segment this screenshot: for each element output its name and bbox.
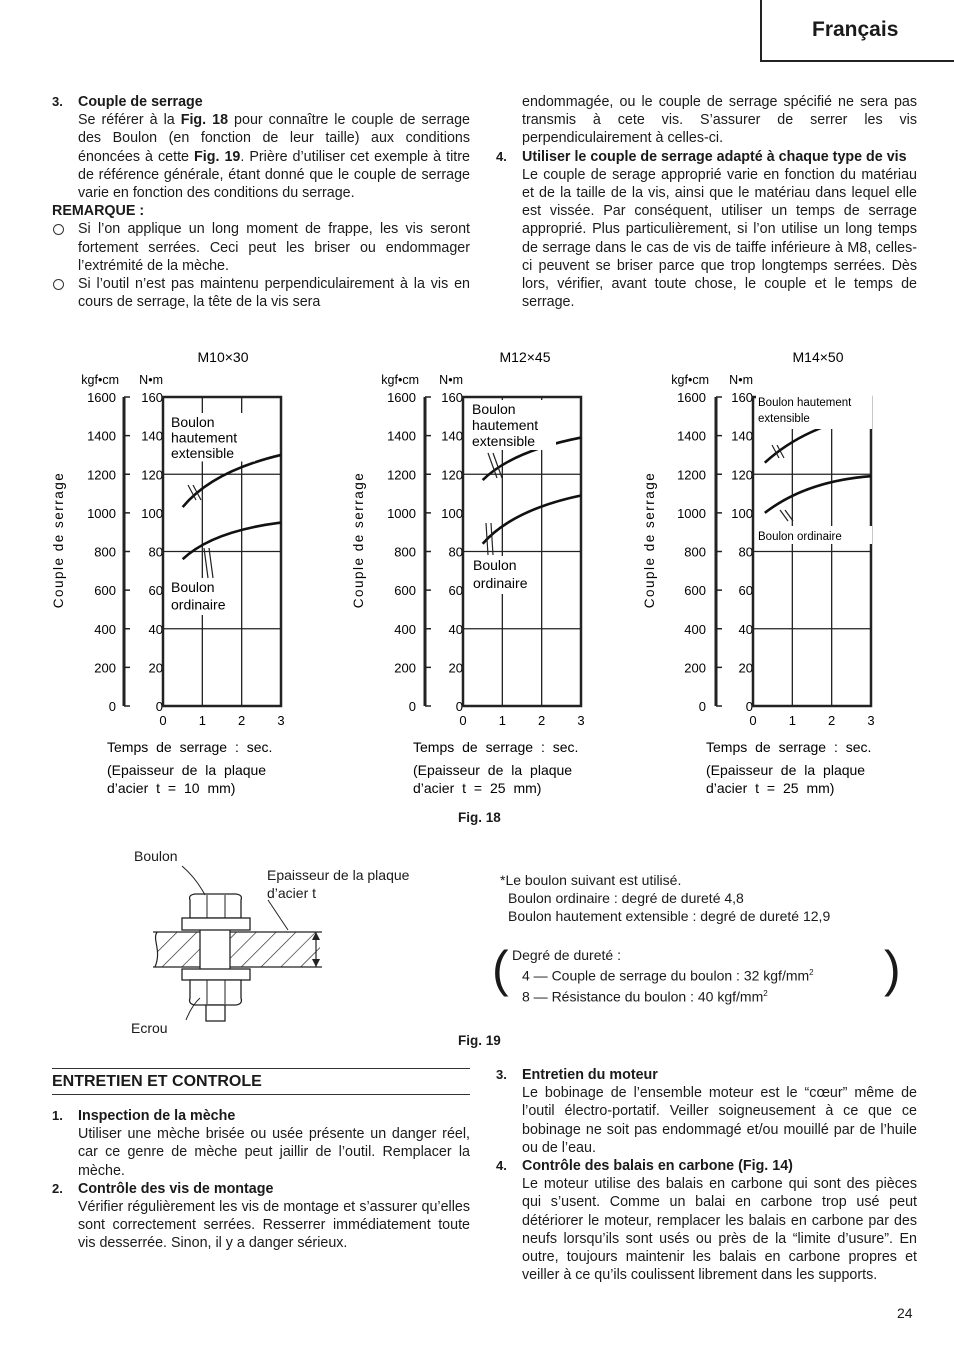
x-tick-label: 1	[498, 713, 506, 728]
nm-tick-label: 0	[455, 699, 463, 714]
section-couple-adapte: 4. Utiliser le couple de serrage adapté à chaque type de vis Le couple de serage approprié varie en fonction du matériau et de la taille de la vis, ainsi que le matériau dans lequel elle est vissée. Par conséquent, utiliser un temps de serrage approprié. Plus particulièrement, si l’on utilise un long temps de serrage dans le cas de vis de taiffe inférieure à M8, celles-ci peuvent se briser parce que trop longtemps serrées. Dès lors, vérifier, avant toute chose, le couple et le temps de serrage.	[496, 148, 917, 311]
nm-tick-label: 160	[731, 390, 753, 405]
kgf-tick-label: 1200	[387, 467, 416, 483]
nm-tick-label: 40	[148, 621, 163, 637]
section-title: Entretien du moteur	[522, 1067, 658, 1083]
hardness-title: Degré de dureté :	[512, 947, 621, 963]
series-label-high-tensile: Boulon hautement	[758, 397, 852, 409]
nm-tick-label: 80	[738, 544, 753, 560]
section-body: Le bobinage de l’ensemble moteur est le “cœur” même de l’outil électro-portatif. Veiller soigneusement à ce que ce bobinage ne soit pas endommagé et/ou mouillé par de l’huile ou de l’eau.	[522, 1085, 917, 1156]
language-tab	[760, 0, 954, 62]
language-label: Français	[812, 18, 899, 41]
leader-line	[209, 548, 213, 578]
nm-tick-label: 80	[148, 544, 163, 560]
note-high: Boulon hautement extensible : degré de dureté 12,9	[508, 908, 831, 924]
x-tick-label: 0	[159, 713, 167, 728]
kgf-tick-label: 1200	[87, 467, 116, 483]
nm-tick-label: 40	[448, 621, 463, 637]
kgf-tick-label: 400	[684, 621, 706, 637]
bolt-head	[190, 894, 242, 918]
series-label-ordinary: ordinaire	[473, 575, 528, 591]
curve-high-tensile	[183, 455, 281, 507]
kgf-tick-label: 800	[684, 544, 706, 560]
series-label-high-tensile: extensible	[171, 445, 235, 461]
nm-tick-label: 0	[745, 699, 753, 714]
fig19-caption: Fig. 19	[458, 1033, 501, 1048]
kgf-tick-label: 200	[394, 660, 416, 676]
y-axis-title: Couple de serrage	[351, 471, 366, 609]
nm-tick-label: 60	[148, 583, 163, 599]
chart-note: (Epaisseur de la plaque	[706, 762, 866, 778]
nm-tick-label: 100	[731, 505, 753, 521]
series-label-high-tensile: Boulon	[171, 414, 215, 430]
kgf-tick-label: 0	[408, 699, 416, 714]
bolt-tail	[206, 1005, 225, 1021]
section-title: Inspection de la mèche	[78, 1108, 236, 1124]
x-tick-label: 3	[277, 713, 285, 728]
nm-tick-label: 160	[441, 390, 463, 405]
chart-title: M10×30	[197, 349, 249, 365]
nm-tick-label: 120	[441, 467, 463, 483]
x-axis-title: Temps de serrage : sec.	[413, 739, 579, 755]
y-axis-title: Couple de serrage	[51, 471, 66, 609]
kgf-tick-label: 1400	[387, 428, 416, 444]
series-label-high-tensile: hautement	[472, 417, 539, 433]
hardness-box	[512, 946, 814, 1005]
x-tick-label: 0	[459, 713, 467, 728]
y-axis-title: Couple de serrage	[642, 471, 657, 609]
chart-title: M12×45	[499, 349, 551, 365]
kgf-tick-label: 1000	[87, 505, 116, 521]
curve-ordinary	[183, 523, 281, 560]
note-ordinary: Boulon ordinaire : degré de dureté 4,8	[508, 890, 744, 906]
x-tick-label: 1	[198, 713, 206, 728]
section-title: Contrôle des vis de montage	[78, 1180, 274, 1197]
kgf-tick-label: 600	[394, 583, 416, 599]
bolt-notes	[500, 871, 830, 925]
unit-nm-label: N•m	[439, 373, 463, 387]
x-tick-label: 3	[867, 713, 875, 728]
x-tick-label: 2	[828, 713, 836, 728]
unit-nm-label: N•m	[139, 373, 163, 387]
chart-note: (Epaisseur de la plaque	[107, 762, 267, 778]
nm-tick-label: 160	[141, 390, 163, 405]
kgf-tick-label: 800	[94, 544, 116, 560]
kgf-tick-label: 1600	[677, 390, 706, 405]
nm-tick-label: 60	[738, 583, 753, 599]
x-tick-label: 0	[749, 713, 757, 728]
series-label-ordinary: Boulon ordinaire	[758, 531, 842, 543]
note-intro: *Le boulon suivant est utilisé.	[500, 872, 682, 888]
nm-tick-label: 120	[731, 467, 753, 483]
section-balais-carbone: 4. Contrôle des balais en carbone (Fig. 14) Le moteur utilise des balais en carbone qui sont des pièces qui s’usent. Comme un balai en carbone trop usé peut détériorer le moteur, remplacer les balais en carbone par des neufs lorsqu’ils sont usés ou près de la “limite d’usure”. En outre, toujours maintenir les balais en carbone propres et veiller à ce qu’ils coulissent librement dans les supports.	[496, 1158, 917, 1284]
series-label-ordinary: Boulon	[171, 579, 215, 595]
nm-tick-label: 140	[141, 428, 163, 444]
section-title: Contrôle des balais en carbone (Fig. 14)	[522, 1158, 793, 1175]
thickness-label: Epaisseur de la plaque d’acier t	[267, 867, 410, 901]
series-label-high-tensile: extensible	[472, 433, 536, 449]
kgf-tick-label: 200	[684, 660, 706, 676]
washer-top	[182, 918, 250, 930]
kgf-tick-label: 200	[94, 660, 116, 676]
remark-item: Si l’on applique un long moment de frappe, les vis seront fortement serrées. Ceci peut les briser ou endommager l’extrémité de la mèche.	[52, 220, 470, 275]
remark-title: REMARQUE :	[52, 203, 145, 220]
kgf-tick-label: 600	[94, 583, 116, 599]
section-title: Utiliser le couple de serrage adapté à chaque type de vis	[522, 148, 907, 165]
fig18-charts	[0, 340, 954, 810]
nm-tick-label: 80	[448, 544, 463, 560]
kgf-tick-label: 400	[394, 621, 416, 637]
x-tick-label: 1	[788, 713, 796, 728]
left-bracket: (	[492, 941, 509, 997]
hardness-4: 4 — Couple de serrage du boulon : 32 kgf/$mm^2$	[522, 967, 814, 984]
kgf-tick-label: 1200	[677, 467, 706, 483]
series-label-high-tensile: extensible	[758, 413, 810, 425]
right-bracket: )	[884, 941, 901, 997]
maintenance-title: ENTRETIEN ET CONTROLE	[52, 1068, 470, 1095]
nm-tick-label: 20	[738, 660, 753, 676]
kgf-tick-label: 1000	[677, 505, 706, 521]
left-column-top	[52, 93, 470, 311]
remark-item: Si l’outil n’est pas maintenu perpendiculairement à la vis en cours de serrage, la tête de la vis sera	[52, 275, 470, 311]
x-axis-title: Temps de serrage : sec.	[706, 739, 872, 755]
kgf-tick-label: 0	[108, 699, 116, 714]
unit-kgf-label: kgf•cm	[381, 373, 419, 387]
kgf-tick-label: 600	[684, 583, 706, 599]
right-column-bottom	[496, 1066, 917, 1284]
nm-tick-label: 20	[448, 660, 463, 676]
section-vis-montage: 2. Contrôle des vis de montage Vérifier régulièrement les vis de montage et s’assurer qu’elles sont correctement serrées. Resserrer immédiatement toute vis desserrée. Sinon, il y a danger sérieux.	[52, 1180, 470, 1252]
left-column-bottom	[52, 1107, 470, 1253]
nm-tick-label: 0	[155, 699, 163, 714]
chart-note: d’acier t = 25 mm)	[413, 780, 542, 796]
x-tick-label: 2	[538, 713, 546, 728]
nm-tick-label: 20	[148, 660, 163, 676]
kgf-tick-label: 1000	[387, 505, 416, 521]
nm-tick-label: 60	[448, 583, 463, 599]
kgf-tick-label: 1400	[87, 428, 116, 444]
fig18-caption: Fig. 18	[458, 810, 501, 825]
leader-line	[204, 548, 208, 578]
chart-note: (Epaisseur de la plaque	[413, 762, 573, 778]
curve-ordinary	[765, 476, 871, 513]
section-inspection-meche: 1. Inspection de la mèche Utiliser une mèche brisée ou usée présente un danger réel, car ce genre de mèche peut jaillir de l’outil. Remplacer la mèche.	[52, 1108, 470, 1179]
kgf-tick-label: 1400	[677, 428, 706, 444]
chart-title: M14×50	[792, 349, 844, 365]
kgf-tick-label: 1600	[387, 390, 416, 405]
kgf-tick-label: 0	[698, 699, 706, 714]
section-body: Vérifier régulièrement les vis de montage et s’assurer qu’elles sont correctement serrées. Resserrer immédiatement toute vis desserrée. Sinon, il y a danger sérieux.	[78, 1199, 470, 1252]
bolt-label: Boulon	[134, 848, 178, 864]
section-entretien-moteur: 3. Entretien du moteur Le bobinage de l’ensemble moteur est le “cœur” même de l’outil électro-portatif. Veiller soigneusement à ce que ce bobinage ne soit pas endommagé et/ou mouillé par de l’huile ou de l’eau.	[496, 1067, 917, 1156]
kgf-tick-label: 800	[394, 544, 416, 560]
continued-text: endommagée, ou le couple de serrage spécifié ne sera pas transmis à cete vis. S’assurer de serrer les vis perpendiculairement à celles-ci.	[522, 94, 917, 147]
bullet-circle-icon	[53, 224, 64, 235]
leader-line	[491, 523, 493, 555]
kgf-tick-label: 1600	[87, 390, 116, 405]
page-number: 24	[897, 1305, 913, 1321]
washer-bottom	[182, 969, 250, 980]
nm-tick-label: 40	[738, 621, 753, 637]
x-axis-title: Temps de serrage : sec.	[107, 739, 273, 755]
nm-tick-label: 100	[141, 505, 163, 521]
bullet-circle-icon	[53, 279, 64, 290]
right-column-top	[496, 93, 917, 311]
x-tick-label: 2	[238, 713, 246, 728]
section-body: Utiliser une mèche brisée ou usée présente un danger réel, car ce genre de mèche peut jaillir de l’outil. Remplacer la mèche.	[78, 1126, 470, 1179]
series-label-ordinary: Boulon	[473, 557, 517, 573]
section-body: Le couple de serage approprié varie en fonction du matériau et de la taille de la vis, ainsi que le matériau dans lequel elle est vissée. Par conséquent, utiliser un temps de serrage approprié. Plus particulièrement, si l’on utilise un long temps de serrage dans le cas de vis de taiffe inférieure à M8, celles-ci peuvent se briser parce que trop longtemps serrées. Dès lors, vérifier, avant toute chose, le couple et le temps de serrage.	[522, 166, 917, 311]
series-label-high-tensile: hautement	[171, 429, 238, 446]
section-couple-de-serrage: 3. Couple de serrage Se référer à la Fig. 18 pour connaître le couple de serrage des Boulon (en fonction de leur taille) aux conditions énoncées à cette Fig. 19. Prière d’utiliser cet exemple à titre de référence générale, étant donné que le couple de serrage varie en fonction des conditions du serrage.	[52, 94, 470, 202]
section-body: Se référer à la Fig. 18 pour connaître le couple de serrage des Boulon (en fonction de leur taille) aux conditions énoncées à cette Fig. 19. Prière d’utiliser cet exemple à titre de référence générale, étant donné que le couple de serrage varie en fonction des conditions du serrage.	[78, 112, 470, 202]
section-body: Le moteur utilise des balais en carbone qui sont des pièces qui s’usent. Comme un balai en carbone trop usé peut détériorer le moteur, remplacer les balais en carbone par des neufs lorsqu’ils sont usés ou près de la “limite d’usure”. En outre, toujours maintenir les balais en carbone propres et veiller à ce qu’ils coulissent librement dans les supports.	[522, 1176, 917, 1284]
curve-ordinary	[483, 495, 581, 543]
unit-nm-label: N•m	[729, 373, 753, 387]
kgf-tick-label: 400	[94, 621, 116, 637]
steel-plate	[157, 932, 320, 967]
chart-note: d’acier t = 10 mm)	[107, 780, 236, 796]
nut-label: Ecrou	[131, 1020, 168, 1036]
nm-tick-label: 140	[441, 428, 463, 444]
series-label-ordinary: ordinaire	[171, 596, 226, 613]
unit-kgf-label: kgf•cm	[671, 373, 709, 387]
nm-tick-label: 120	[141, 467, 163, 483]
hardness-8: 8 — Résistance du boulon : 40 kgf/$mm^2$	[522, 988, 768, 1005]
nm-tick-label: 100	[441, 505, 463, 521]
x-tick-label: 3	[577, 713, 585, 728]
unit-kgf-label: kgf•cm	[81, 373, 119, 387]
section-title: Couple de serrage	[78, 94, 203, 110]
nm-tick-label: 140	[731, 428, 753, 444]
chart-note: d’acier t = 25 mm)	[706, 780, 835, 796]
series-label-high-tensile: Boulon	[472, 401, 516, 417]
